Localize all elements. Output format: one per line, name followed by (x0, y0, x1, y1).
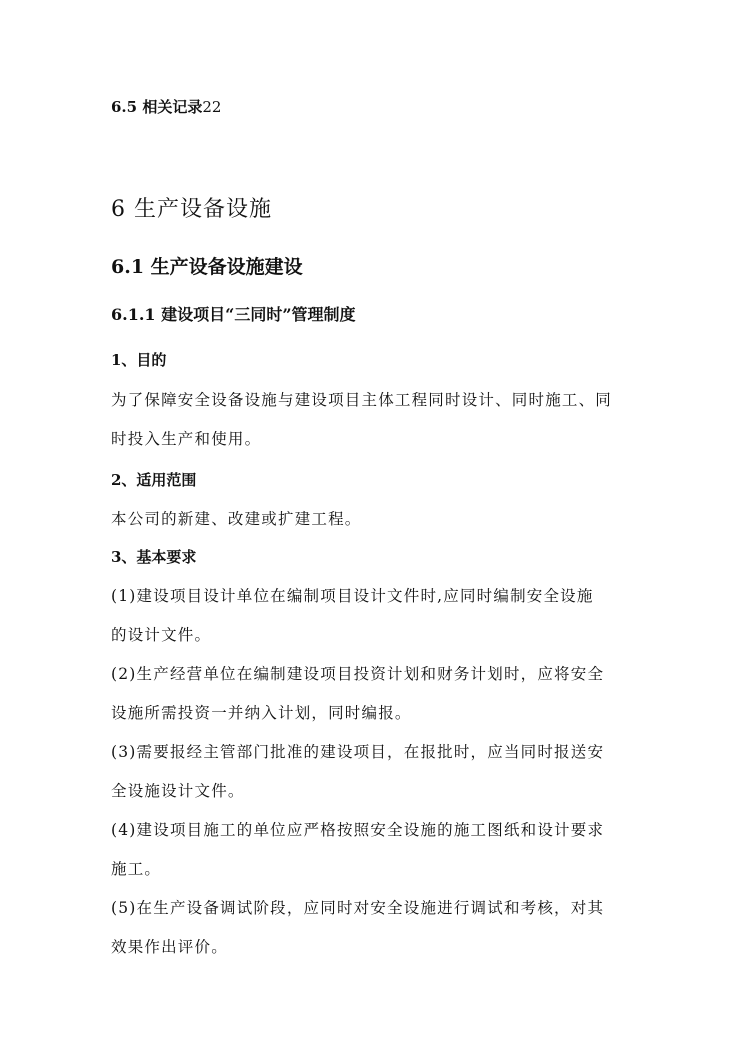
body-line: 本公司的新建、改建或扩建工程。 (111, 510, 362, 528)
toc-page-number: 22 (202, 98, 222, 116)
body-line: (3)需要报经主管部门批准的建设项目，在报批时，应当同时报送安 (111, 743, 605, 761)
body-line: (4)建设项目施工的单位应严格按照安全设施的施工图纸和设计要求 (111, 821, 605, 839)
item-heading-purpose: 1、目的 (111, 351, 167, 369)
item-heading-scope: 2、适用范围 (111, 471, 197, 489)
item-heading-requirements: 3、基本要求 (111, 548, 197, 566)
toc-entry (111, 96, 221, 117)
chapter-title: 6 生产设备设施 (111, 197, 272, 222)
section-title: 6.1 生产设备设施建设 (111, 256, 303, 278)
body-line: 全设施设计文件。 (111, 782, 245, 800)
body-line: 时投入生产和使用。 (111, 430, 262, 448)
subsection-title: 6.1.1 建设项目“三同时”管理制度 (111, 305, 356, 324)
body-line: (2)生产经营单位在编制建设项目投资计划和财务计划时，应将安全 (111, 665, 605, 683)
body-line: (5)在生产设备调试阶段，应同时对安全设施进行调试和考核，对其 (111, 899, 605, 917)
body-line: (1)建设项目设计单位在编制项目设计文件时,应同时编制安全设施 (111, 587, 594, 605)
body-line: 为了保障安全设备设施与建设项目主体工程同时设计、同时施工、同 (111, 391, 613, 409)
body-line: 效果作出评价。 (111, 938, 228, 956)
body-line: 施工。 (111, 860, 162, 878)
toc-entry-label: 6.5 相关记录 (111, 98, 203, 116)
body-line: 设施所需投资一并纳入计划，同时编报。 (111, 704, 412, 722)
body-line: 的设计文件。 (111, 626, 212, 644)
